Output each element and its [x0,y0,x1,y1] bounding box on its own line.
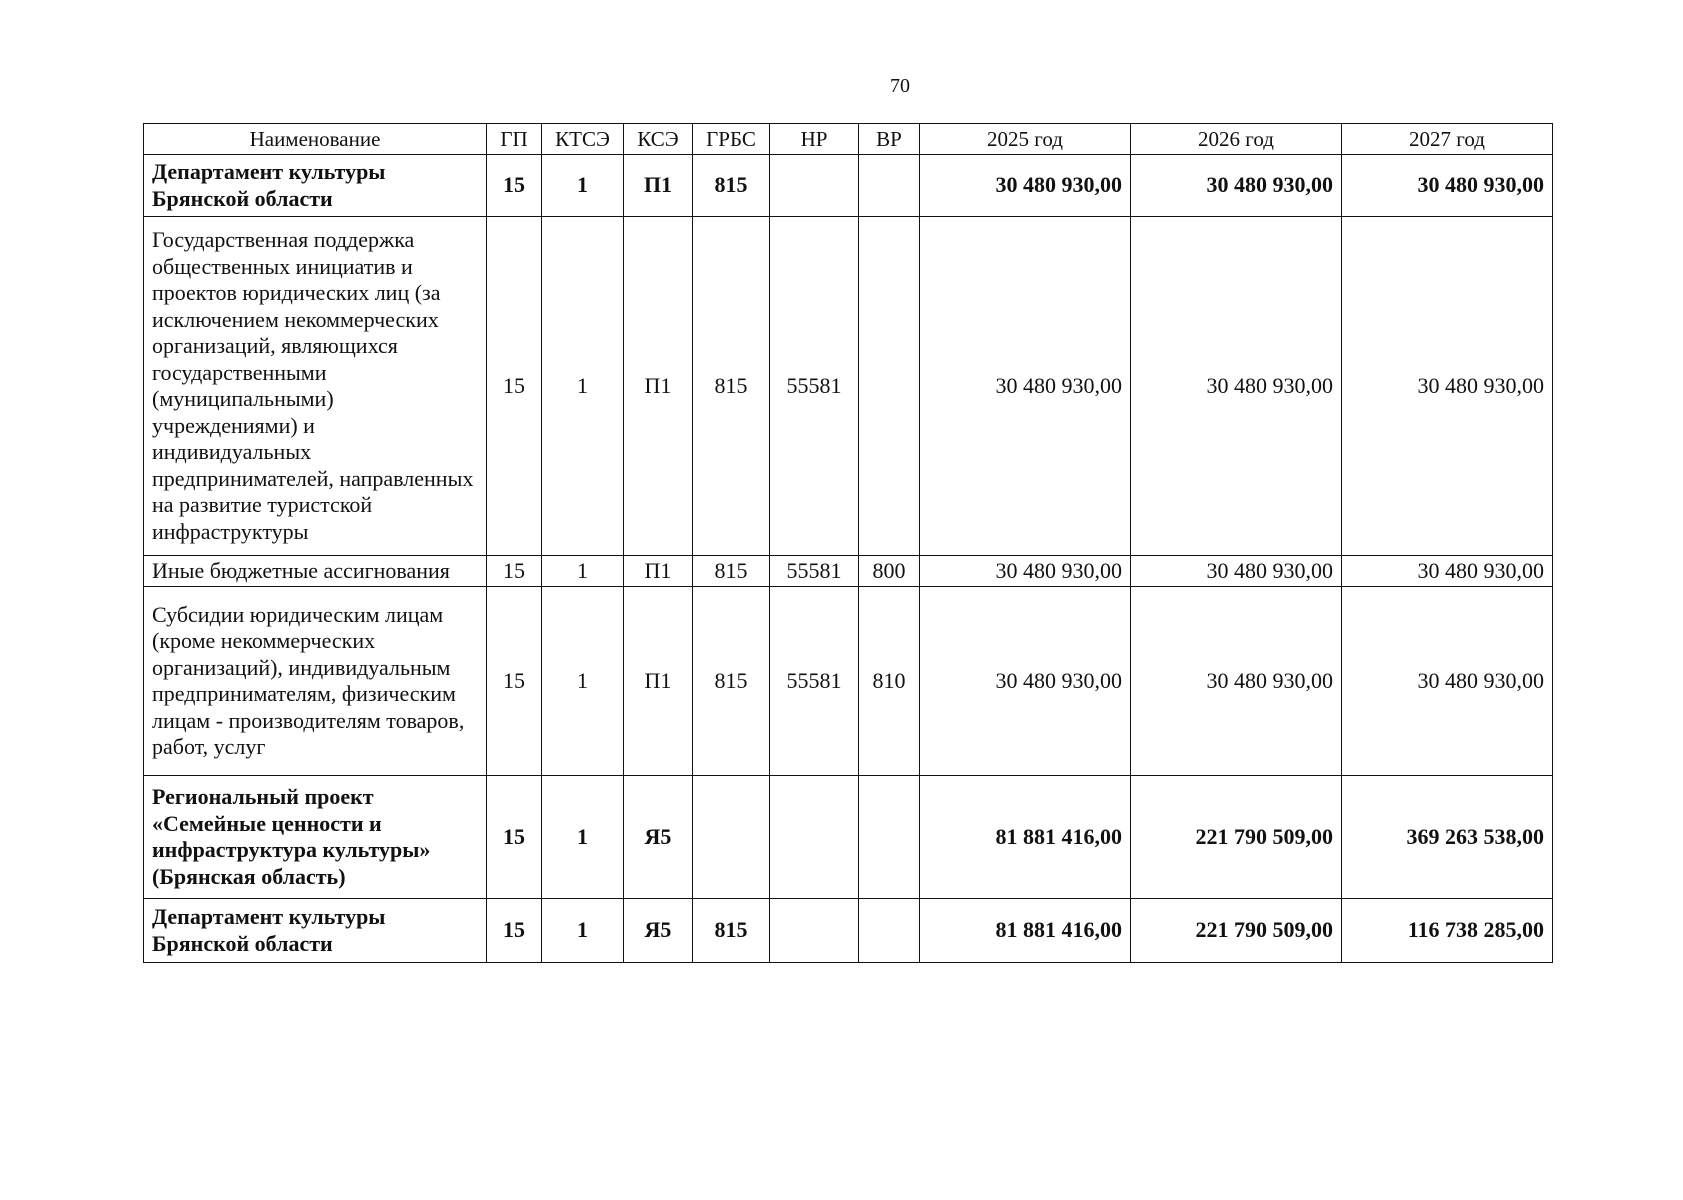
column-header-2027: 2027 год [1342,124,1553,155]
cell-grbs: 815 [693,556,770,587]
cell-kse: Я5 [624,899,693,963]
cell-grbs: 815 [693,899,770,963]
cell-name: Департамент культуры Брянской области [144,899,487,963]
table-row [144,899,1553,963]
cell-2025: 30 480 930,00 [920,155,1131,217]
cell-nr: 55581 [770,587,859,776]
table-row [144,217,1553,556]
table-row [144,556,1553,587]
cell-2025: 81 881 416,00 [920,776,1131,899]
cell-2025: 81 881 416,00 [920,899,1131,963]
column-header-name: Наименование [144,124,487,155]
cell-2027: 30 480 930,00 [1342,587,1553,776]
cell-gp: 15 [487,155,542,217]
cell-ktse: 1 [542,155,624,217]
cell-2026: 30 480 930,00 [1131,155,1342,217]
cell-2026: 30 480 930,00 [1131,217,1342,556]
cell-grbs: 815 [693,217,770,556]
cell-gp: 15 [487,899,542,963]
cell-kse: П1 [624,155,693,217]
cell-gp: 15 [487,217,542,556]
cell-name: Государственная поддержка общественных инициатив и проектов юридических лиц (за исключением некоммерческих организаций, являющихся государственными (муниципальными) учреждениями) и индивидуальных предпринимателей, направленных на развитие туристской инфраструктуры [144,217,487,556]
cell-kse: П1 [624,587,693,776]
cell-kse: П1 [624,217,693,556]
cell-nr [770,899,859,963]
cell-vr [859,899,920,963]
cell-2025: 30 480 930,00 [920,556,1131,587]
cell-nr [770,776,859,899]
column-header-grbs: ГРБС [693,124,770,155]
cell-ktse: 1 [542,587,624,776]
cell-name: Департамент культуры Брянской области [144,155,487,217]
cell-2027: 30 480 930,00 [1342,217,1553,556]
cell-kse: П1 [624,556,693,587]
cell-ktse: 1 [542,776,624,899]
cell-2027: 116 738 285,00 [1342,899,1553,963]
cell-kse: Я5 [624,776,693,899]
cell-vr: 800 [859,556,920,587]
cell-vr [859,776,920,899]
cell-2027: 30 480 930,00 [1342,155,1553,217]
table-row [144,587,1553,776]
cell-vr [859,217,920,556]
cell-2026: 221 790 509,00 [1131,776,1342,899]
column-header-kse: КСЭ [624,124,693,155]
page-number: 70 [890,75,910,97]
column-header-vr: ВР [859,124,920,155]
cell-ktse: 1 [542,217,624,556]
cell-name: Региональный проект «Семейные ценности и инфраструктура культуры» (Брянская область) [144,776,487,899]
cell-2027: 30 480 930,00 [1342,556,1553,587]
cell-gp: 15 [487,587,542,776]
cell-2026: 30 480 930,00 [1131,556,1342,587]
cell-2025: 30 480 930,00 [920,587,1131,776]
cell-ktse: 1 [542,899,624,963]
cell-name: Субсидии юридическим лицам (кроме некоммерческих организаций), индивидуальным предпринимателям, физическим лицам - производителям товаров, работ, услуг [144,587,487,776]
table-row [144,776,1553,899]
column-header-ktse: КТСЭ [542,124,624,155]
cell-grbs: 815 [693,155,770,217]
cell-nr: 55581 [770,217,859,556]
cell-gp: 15 [487,776,542,899]
cell-name: Иные бюджетные ассигнования [144,556,487,587]
cell-grbs [693,776,770,899]
cell-grbs: 815 [693,587,770,776]
cell-2027: 369 263 538,00 [1342,776,1553,899]
column-header-2025: 2025 год [920,124,1131,155]
cell-nr [770,155,859,217]
column-header-2026: 2026 год [1131,124,1342,155]
cell-gp: 15 [487,556,542,587]
cell-vr: 810 [859,587,920,776]
cell-2026: 30 480 930,00 [1131,587,1342,776]
cell-vr [859,155,920,217]
budget-table [143,123,1553,963]
column-header-gp: ГП [487,124,542,155]
table-header-row [144,124,1553,155]
cell-ktse: 1 [542,556,624,587]
cell-nr: 55581 [770,556,859,587]
table-row [144,155,1553,217]
cell-2025: 30 480 930,00 [920,217,1131,556]
column-header-nr: НР [770,124,859,155]
cell-2026: 221 790 509,00 [1131,899,1342,963]
